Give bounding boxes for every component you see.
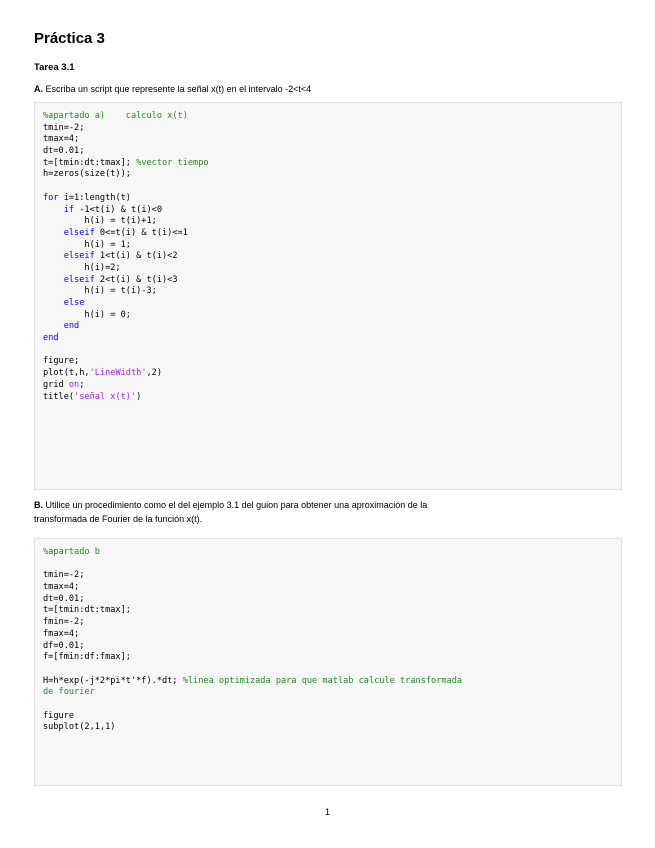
code-line (43, 298, 621, 310)
code-line (43, 205, 621, 217)
code-keyword: end (43, 333, 59, 344)
code-block-b (34, 538, 622, 786)
code-line (43, 664, 621, 676)
code-line (43, 275, 621, 287)
code-text: h(i) = 0; (43, 309, 131, 320)
code-text: h(i) = t(i)+1; (43, 216, 157, 227)
code-line (43, 134, 621, 146)
code-line (43, 146, 621, 158)
code-text: df=0.01; (43, 640, 85, 651)
code-comment: %linea optimizada para que matlab calcule transformada (182, 675, 463, 686)
code-line (43, 594, 621, 606)
code-line (43, 181, 621, 193)
code-line (43, 286, 621, 298)
code-text: figure; (43, 356, 80, 367)
code-text: H=h*exp(-j*2*pi*t'*f).*dt; (43, 675, 183, 686)
code-keyword: else (63, 298, 85, 308)
code-text (43, 275, 64, 285)
code-line (43, 617, 621, 629)
code-string: 'señal x(t)' (74, 391, 137, 402)
code-text: ) (136, 391, 142, 402)
code-text: fmax=4; (43, 628, 80, 639)
code-text: i=1:length(t) (58, 192, 131, 203)
code-text: -1<t(i) & t(i)<0 (74, 204, 163, 215)
code-line (43, 676, 621, 688)
code-line (43, 333, 621, 345)
code-text (43, 228, 64, 238)
code-line (43, 169, 621, 181)
code-text: dt=0.01; (43, 146, 85, 157)
code-line (43, 310, 621, 322)
code-comment: de fourier (43, 687, 95, 698)
code-line (43, 699, 621, 711)
section-a-label: A. (34, 84, 43, 94)
code-block-a (34, 102, 622, 490)
code-line (43, 321, 621, 333)
code-line (43, 240, 621, 252)
code-text: h(i)=2; (43, 262, 121, 273)
code-text (43, 205, 64, 215)
code-line (43, 687, 621, 699)
code-line (43, 582, 621, 594)
code-text: title( (43, 391, 75, 402)
code-line (43, 123, 621, 135)
code-line (43, 605, 621, 617)
code-text: t=[tmin:dt:tmax]; (43, 157, 137, 168)
code-text: tmax=4; (43, 582, 80, 593)
code-text: t=[tmin:dt:tmax]; (43, 605, 131, 616)
code-text: grid (43, 379, 69, 390)
code-line (43, 193, 621, 205)
code-line (43, 392, 621, 404)
code-comment: %vector tiempo (136, 157, 209, 168)
code-text: figure (43, 710, 75, 721)
code-line (43, 345, 621, 357)
code-text (43, 321, 64, 331)
code-text: tmin=-2; (43, 122, 85, 133)
code-text: f=[fmin:df:fmax]; (43, 652, 131, 663)
section-b-instruction (34, 498, 624, 526)
code-line (43, 711, 621, 723)
code-line (43, 368, 621, 380)
code-text: dt=0.01; (43, 593, 85, 604)
task-subtitle: Tarea 3.1 (34, 62, 75, 73)
code-text: subplot(2,1,1) (43, 722, 116, 733)
code-keyword: end (63, 321, 80, 332)
code-text: plot(t,h, (43, 368, 90, 379)
code-keyword: elseif (63, 274, 95, 285)
section-a-instruction (34, 82, 624, 96)
code-line (43, 559, 621, 571)
code-text: 0<=t(i) & t(i)<=1 (94, 227, 188, 238)
code-line (43, 228, 621, 240)
code-line (43, 251, 621, 263)
code-text: tmin=-2; (43, 570, 85, 581)
code-line (43, 111, 621, 123)
section-a-text: Escriba un script que represente la señal x(t) en el intervalo -2<t<4 (43, 84, 312, 94)
section-b-text-line2: transformada de Fourier de la función x(t). (34, 514, 203, 524)
code-text: h(i) = 1; (43, 239, 131, 250)
code-line (43, 570, 621, 582)
code-line (43, 722, 621, 734)
code-text: h=zeros(size(t)); (43, 169, 131, 180)
code-text: tmax=4; (43, 134, 80, 145)
code-text: ; (79, 379, 85, 390)
code-keyword: elseif (63, 227, 95, 238)
code-text: fmin=-2; (43, 617, 85, 628)
code-text (43, 251, 64, 261)
code-comment: %apartado a) calculo x(t) (43, 111, 188, 121)
code-text: 2<t(i) & t(i)<3 (94, 274, 178, 285)
code-string: on (68, 379, 80, 390)
code-line (43, 641, 621, 653)
code-text: h(i) = t(i)-3; (43, 286, 157, 297)
code-line (43, 629, 621, 641)
page-title: Práctica 3 (34, 30, 105, 47)
section-b-text-line1: Utilice un procedimiento como el del ejemplo 3.1 del guion para obtener una aproximación de la (43, 500, 428, 510)
code-keyword: for (43, 192, 59, 203)
code-line (43, 216, 621, 228)
code-text: ,2) (146, 368, 163, 379)
code-line (43, 652, 621, 664)
page-number: 1 (324, 807, 330, 817)
code-keyword: elseif (63, 251, 95, 262)
section-b-label: B. (34, 500, 43, 510)
code-string: 'LineWidth' (89, 368, 147, 379)
code-line (43, 547, 621, 559)
code-line (43, 380, 621, 392)
code-comment: %apartado b (43, 547, 100, 557)
code-text (43, 298, 64, 308)
code-keyword: if (63, 204, 75, 215)
code-line (43, 158, 621, 170)
code-line (43, 356, 621, 368)
code-text: 1<t(i) & t(i)<2 (94, 251, 178, 262)
code-line (43, 263, 621, 275)
